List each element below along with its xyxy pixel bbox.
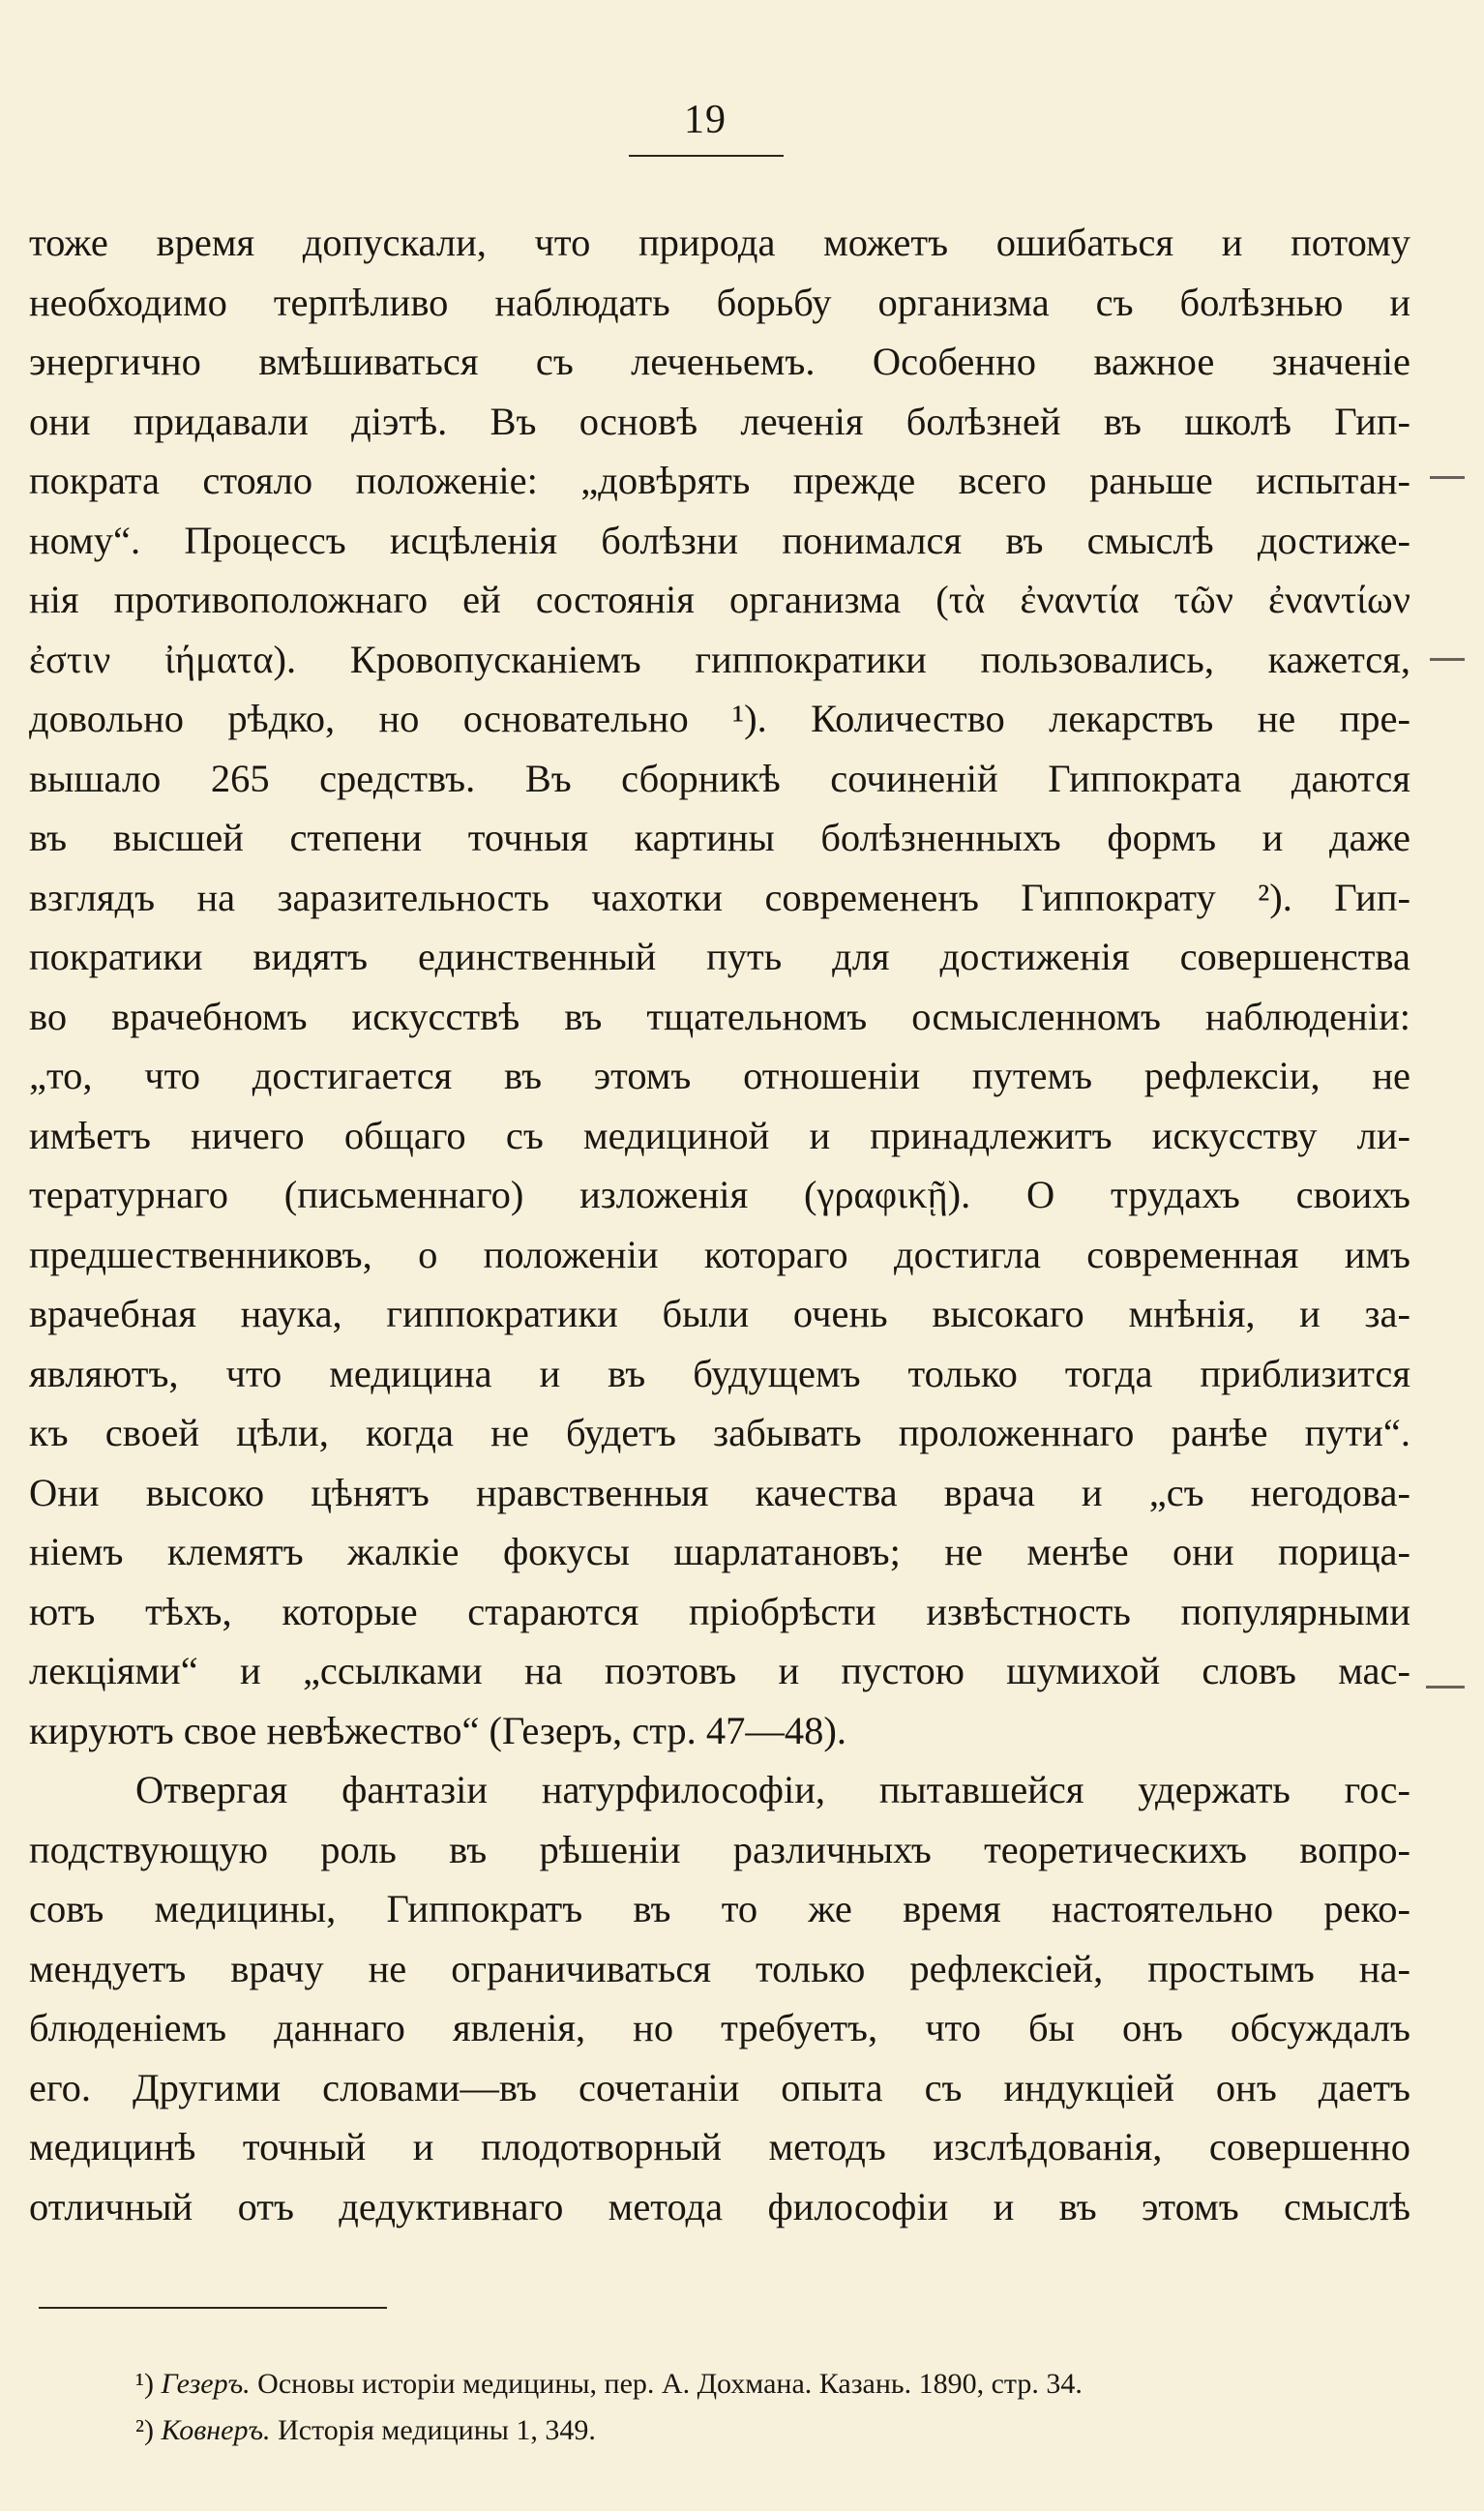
text-line: кируютъ свое невѣжество“ (Гезеръ, стр. 47—48). — [29, 1708, 847, 1752]
text-line: его. Другими словами—въ сочетаніи опыта съ индукціей онъ даетъ — [29, 2065, 1410, 2109]
page-number: 19 — [684, 98, 727, 142]
text-line: медицинѣ точный и плодотворный методъ изслѣдованія, совершенно — [29, 2125, 1410, 2168]
text-line: тературнаго (письменнаго) изложенія (γραφικῇ). О трудахъ своихъ — [29, 1173, 1410, 1216]
text-line: къ своей цѣли, когда не будетъ забывать проложеннаго ранѣе пути“. — [29, 1411, 1410, 1454]
text-line: блюденіемъ даннаго явленія, но требуетъ, что бы онъ обсуждалъ — [29, 2006, 1410, 2049]
footnote-marker: ¹) — [135, 2368, 154, 2400]
footnote-author: Ковнеръ. — [161, 2414, 271, 2446]
text-line: „то, что достигается въ этомъ отношеніи путемъ рефлексіи, не — [29, 1054, 1410, 1097]
text-line: ному“. Процессъ исцѣленія болѣзни понимался въ смыслѣ достиже- — [29, 518, 1410, 562]
text-line: пократики видятъ единственный путь для достиженія совершенства — [29, 935, 1410, 978]
footnote-2 — [135, 2407, 1393, 2454]
text-line: необходимо терпѣливо наблюдать борьбу организма съ болѣзнью и — [29, 280, 1410, 324]
text-line: отличный отъ дедуктивнаго метода философіи и въ этомъ смыслѣ — [29, 2184, 1410, 2228]
text-line: ніемъ клемятъ жалкіе фокусы шарлатановъ; не менѣе они порица- — [29, 1530, 1410, 1573]
footnote-text: Основы исторіи медицины, пер. А. Дохмана. Казань. 1890, стр. 34. — [257, 2368, 1083, 2400]
text-line: во врачебномъ искусствѣ въ тщательномъ осмысленномъ наблюденіи: — [29, 994, 1410, 1038]
text-line: ἐστιν ἰήματα). Кровопусканіемъ гиппократики пользовались, кажется, — [29, 637, 1410, 681]
footnote-marker: ²) — [135, 2414, 154, 2446]
text-line: взглядъ на заразительность чахотки современенъ Гиппократу ²). Гип- — [29, 875, 1410, 919]
footnote-1 — [135, 2361, 1393, 2407]
text-line: въ высшей степени точныя картины болѣзненныхъ формъ и даже — [29, 816, 1410, 859]
footnote-rule — [39, 2307, 387, 2309]
header-rule — [629, 155, 784, 157]
footnotes — [135, 2361, 1393, 2454]
text-line: довольно рѣдко, но основательно ¹). Количество лекарствъ не пре- — [29, 697, 1410, 740]
text-line: ютъ тѣхъ, которые стараются пріобрѣсти извѣстность популярными — [29, 1589, 1410, 1633]
text-line: предшественниковъ, о положеніи котораго достигла современная имъ — [29, 1232, 1410, 1276]
footnote-author: Гезеръ. — [161, 2368, 251, 2400]
text-line: мендуетъ врачу не ограничиваться только рефлексіей, простымъ на- — [29, 1946, 1410, 1990]
footnote-text: Исторія медицины 1, 349. — [278, 2414, 596, 2446]
text-line: они придавали діэтѣ. Въ основѣ леченія болѣзней въ школѣ Гип- — [29, 399, 1410, 443]
text-line: имѣетъ ничего общаго съ медициной и принадлежитъ искусству ли- — [29, 1113, 1410, 1157]
text-line: энергично вмѣшиваться съ леченьемъ. Особенно важное значеніе — [29, 340, 1410, 383]
text-line: совъ медицины, Гиппократъ въ то же время настоятельно реко- — [29, 1887, 1410, 1930]
text-line: пократа стояло положеніе: „довѣрять прежде всего раньше испытан- — [29, 459, 1410, 502]
margin-pencil-mark — [1430, 658, 1465, 661]
body-text — [29, 213, 1410, 2236]
paragraph-start-line: Отвергая фантазіи натурфилософіи, пытавшейся удержать гос- — [135, 1768, 1410, 1811]
text-line: тоже время допускали, что природа можетъ ошибаться и потому — [29, 221, 1410, 264]
text-line: Они высоко цѣнятъ нравственныя качества врача и „съ негодова- — [29, 1470, 1410, 1514]
margin-pencil-mark — [1430, 476, 1465, 479]
text-line: подствующую роль въ рѣшеніи различныхъ теоретическихъ вопро- — [29, 1827, 1410, 1871]
text-line: лекціями“ и „ссылками на поэтовъ и пустою шумихой словъ мас- — [29, 1649, 1410, 1692]
margin-pencil-mark — [1426, 1686, 1465, 1689]
text-line: вышало 265 средствъ. Въ сборникѣ сочиненій Гиппократа даются — [29, 756, 1410, 800]
text-line: врачебная наука, гиппократики были очень высокаго мнѣнія, и за- — [29, 1292, 1410, 1335]
text-line: являютъ, что медицина и въ будущемъ только тогда приблизится — [29, 1351, 1410, 1395]
text-line: нія противоположнаго ей состоянія организма (τὰ ἐναντία τῶν ἐναντίων — [29, 578, 1410, 621]
